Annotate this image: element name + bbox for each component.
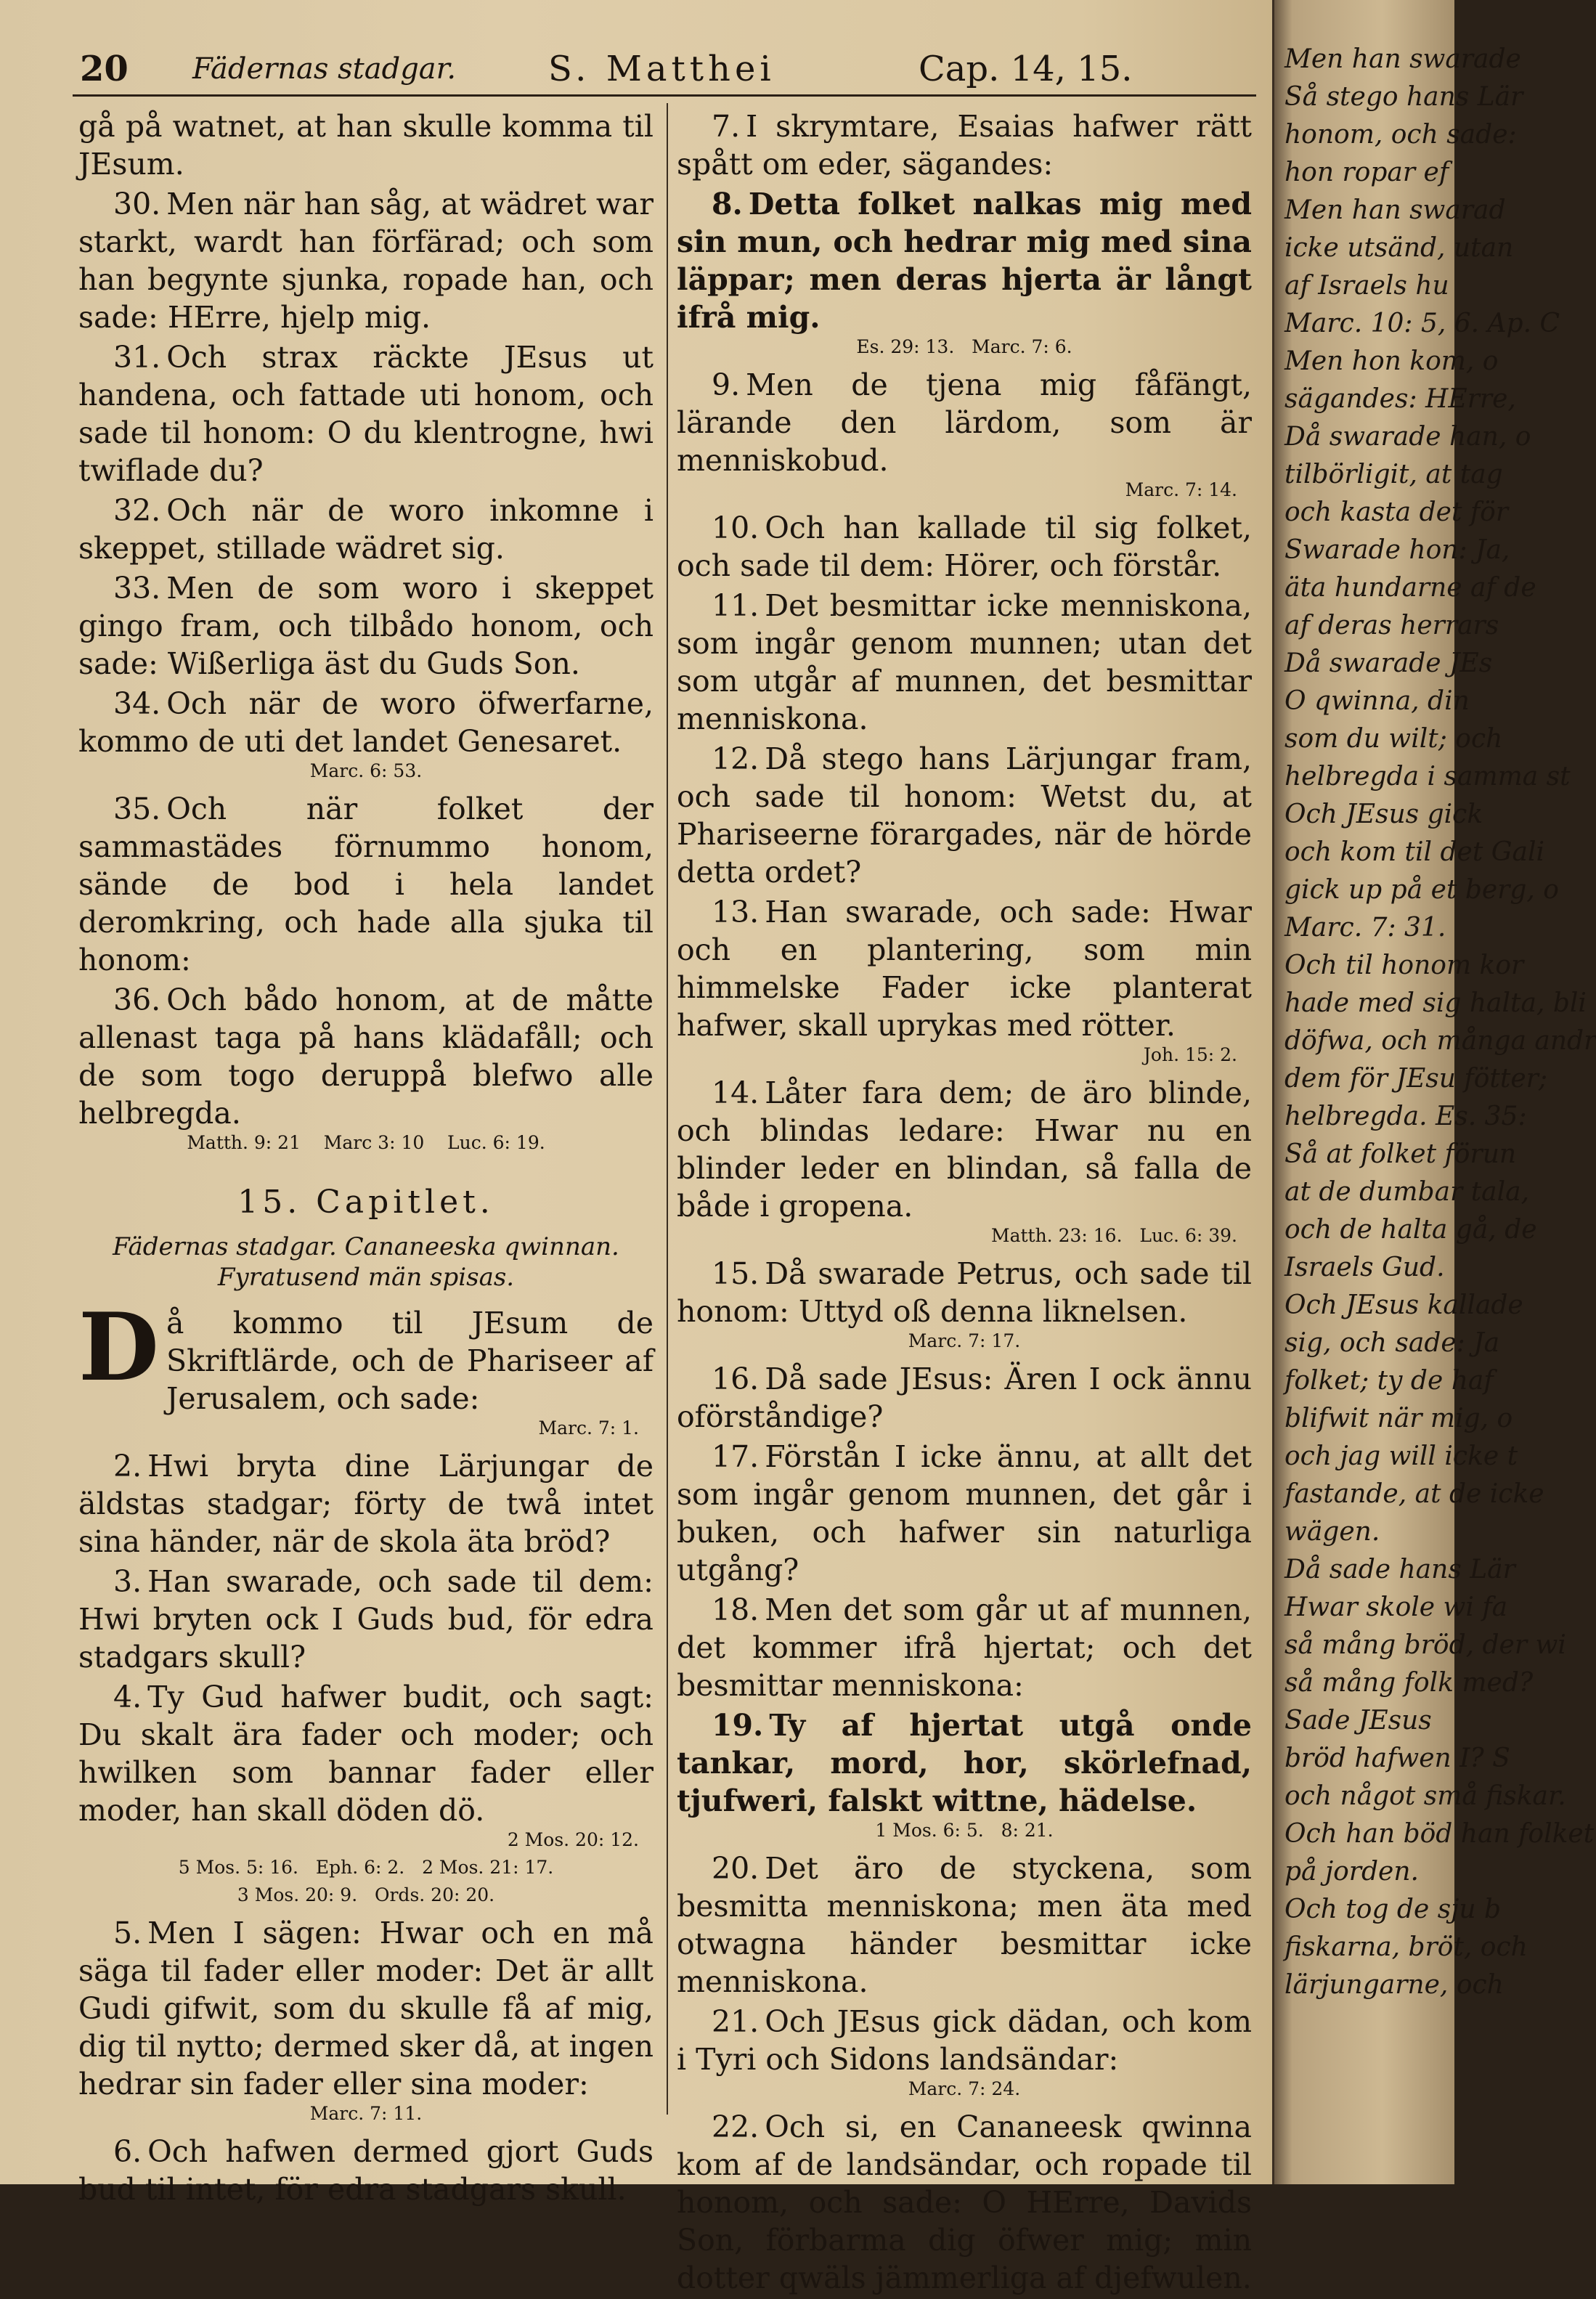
verse-number: 19. bbox=[712, 1708, 764, 1743]
cross-reference: Marc. 7: 14. bbox=[1125, 479, 1237, 500]
page-header bbox=[73, 44, 1256, 94]
adjacent-line: dem för JEsu fötter; bbox=[1284, 1064, 1547, 1094]
verse-number: 14. bbox=[712, 1075, 760, 1110]
adjacent-line: icke utsänd, utan bbox=[1284, 233, 1514, 263]
verse-text: Förstån I icke ännu, at allt det som ingår genom munnen, det går i buken, och hafwer sin naturliga utgång? bbox=[677, 1439, 1252, 1587]
verse-number: 8. bbox=[712, 187, 743, 221]
left-column bbox=[78, 107, 654, 2210]
adjacent-line: och kasta det för bbox=[1284, 497, 1509, 527]
verse-number: 15. bbox=[712, 1256, 760, 1291]
verse bbox=[677, 2003, 1252, 2078]
verse-number: 17. bbox=[712, 1439, 760, 1474]
adjacent-line: så mång folk med? bbox=[1284, 1668, 1534, 1698]
running-title: Fädernas stadgar. bbox=[192, 52, 457, 86]
cross-reference: 1 Mos. 6: 5. 8: 21. bbox=[875, 1820, 1054, 1841]
verse-text: Då stego hans Lärjungar fram, och sade til honom: Wetst du, at Phariseerne förargades, när de hörde detta ordet? bbox=[677, 741, 1252, 890]
adjacent-line: Då swarade JEs bbox=[1284, 648, 1493, 678]
verse bbox=[78, 685, 654, 760]
adjacent-line: helbregda. Es. 35: bbox=[1284, 1102, 1527, 1131]
verse-number: 20. bbox=[712, 1851, 760, 1886]
adjacent-line: O qwinna, din bbox=[1284, 686, 1470, 716]
verse-number: 12. bbox=[712, 741, 760, 776]
verse-number: 5. bbox=[113, 1916, 142, 1950]
drop-cap: D bbox=[78, 1293, 159, 1402]
adjacent-line: af Israels hu bbox=[1284, 271, 1449, 301]
adjacent-line: Så at folket förun bbox=[1284, 1139, 1517, 1169]
verse-text: Ty Gud hafwer budit, och sagt: Du skalt ära fader och moder; och hwilken som bannar fader eller moder, han skall döden dö. bbox=[78, 1680, 654, 1828]
verse bbox=[78, 492, 654, 567]
verse-text: Låter fara dem; de äro blinde, och blindas ledare: Hwar nu en blinder leder en blindan, så falla de både i gropena. bbox=[677, 1075, 1252, 1224]
right-column bbox=[677, 107, 1252, 2299]
adjacent-line: Så stego hans Lär bbox=[1284, 82, 1523, 112]
verse-text: I skrymtare, Esaias hafwer rätt spått om eder, sägandes: bbox=[677, 109, 1252, 182]
verse-text: Och si, en Cananeesk qwinna kom af de landsändar, och ropade til honom, och sade: O HErre, Davids Son, förbarma dig öfwer mig; min dotter qwäls jämmerliga af djefwulen. bbox=[677, 2109, 1252, 2295]
verse-text: Men de som woro i skeppet gingo fram, och tilbådo honom, och sade: Wißerliga äst du Guds Son. bbox=[78, 571, 654, 681]
verse bbox=[677, 107, 1252, 183]
adjacent-page-edge bbox=[1272, 0, 1596, 2184]
verse-number: 18. bbox=[712, 1592, 760, 1627]
verse bbox=[677, 509, 1252, 585]
verse-number: 10. bbox=[712, 510, 760, 545]
verse-text: Detta folket nalkas mig med sin mun, och hedrar mig med sina läppar; men deras hjerta är långt ifrå mig. bbox=[677, 187, 1252, 335]
verse-text: Och JEsus gick dädan, och kom i Tyri och Sidons landsändar: bbox=[677, 2004, 1252, 2077]
adjacent-line: döfwa, och många andr bbox=[1284, 1026, 1596, 1056]
adjacent-line: hon ropar ef bbox=[1284, 158, 1449, 187]
adjacent-line: Men han swarade bbox=[1284, 44, 1521, 74]
verse-text: Och strax räckte JEsus ut handena, och fattade uti honom, och sade til honom: O du klentrogne, hwi twiflade du? bbox=[78, 340, 654, 488]
verse bbox=[677, 1706, 1252, 1820]
verse-number: 22. bbox=[712, 2109, 760, 2144]
verse-text: Och han kallade til sig folket, och sade til dem: Hörer, och förstår. bbox=[677, 510, 1252, 583]
header-rule bbox=[73, 94, 1256, 97]
verse bbox=[677, 2108, 1252, 2297]
verse bbox=[677, 366, 1252, 479]
adjacent-line: Sade JEsus bbox=[1284, 1706, 1432, 1736]
verse bbox=[78, 185, 654, 336]
chapter-summary bbox=[78, 1232, 654, 1293]
adjacent-line: Swarade hon: Ja, bbox=[1284, 535, 1510, 565]
cross-reference: Matth. 9: 21 Marc 3: 10 Luc. 6: 19. bbox=[187, 1132, 545, 1153]
verse bbox=[677, 1255, 1252, 1330]
first-verse bbox=[78, 1293, 654, 1417]
chapter-reference: Cap. 14, 15. bbox=[919, 49, 1133, 89]
verse-number: 4. bbox=[113, 1680, 142, 1714]
verse-text: Och när folket der sammastädes förnummo honom, sände de bod i hela landet deromkring, och hade alla sjuka til honom: bbox=[78, 792, 654, 977]
verse-text: Och hafwen dermed gjort Guds bud til intet, för edra stadgars skull. bbox=[78, 2134, 654, 2207]
verse bbox=[78, 338, 654, 489]
verse-number: 7. bbox=[712, 109, 741, 144]
verse-text: Och bådo honom, at de måtte allenast taga på hans klädafåll; och de som togo deruppå blefwo alle helbregda. bbox=[78, 982, 654, 1131]
cross-reference: Marc. 7: 17. bbox=[908, 1330, 1021, 1351]
book-title: S. Matthei bbox=[548, 49, 775, 89]
verse bbox=[78, 2133, 654, 2208]
adjacent-line: sägandes: HErre, bbox=[1284, 384, 1516, 414]
adjacent-line: och kom til det Gali bbox=[1284, 837, 1544, 867]
verse bbox=[677, 1360, 1252, 1436]
verse bbox=[78, 1678, 654, 1829]
verse-number: 35. bbox=[113, 792, 161, 826]
adjacent-line: som du wilt; och bbox=[1284, 724, 1503, 754]
adjacent-line: så mång bröd, der wi bbox=[1284, 1630, 1566, 1660]
adjacent-line: at de dumbar tala, bbox=[1284, 1177, 1530, 1207]
adjacent-line: folket; ty de haf bbox=[1284, 1366, 1494, 1396]
verse-text: Han swarade, och sade: Hwar och en plantering, som min himmelske Fader icke planterat hafwer, skall uprykas med rötter. bbox=[677, 895, 1252, 1043]
adjacent-line: Och tog de sju b bbox=[1284, 1895, 1502, 1924]
verse-text: Hwi bryta dine Lärjungar de äldstas stadgar; förty de twå intet sina händer, när de skola äta bröd? bbox=[78, 1449, 654, 1559]
verse-text: Han swarade, och sade til dem: Hwi bryten ock I Guds bud, för edra stadgars skull? bbox=[78, 1564, 654, 1675]
adjacent-line: och något små fiskar. bbox=[1284, 1781, 1566, 1811]
adjacent-line: hade med sig halta, bli bbox=[1284, 988, 1587, 1018]
summary-line: Fyratusend män spisas. bbox=[217, 1263, 515, 1292]
verse bbox=[78, 1563, 654, 1676]
adjacent-line: Men hon kom, o bbox=[1284, 346, 1499, 376]
verse bbox=[677, 893, 1252, 1044]
verse-number: 13. bbox=[712, 895, 760, 929]
adjacent-line: Och JEsus kallade bbox=[1284, 1290, 1523, 1320]
cross-reference: Marc. 7: 1. bbox=[538, 1417, 639, 1439]
verse-text: Det äro de styckena, som besmitta menniskona; men äta med otwagna händer besmittar icke menniskona. bbox=[677, 1851, 1252, 1999]
verse bbox=[677, 740, 1252, 891]
cross-reference: 3 Mos. 20: 9. Ords. 20: 20. bbox=[237, 1884, 495, 1905]
verse-number: 33. bbox=[113, 571, 161, 606]
adjacent-line: tilbörligit, at tag bbox=[1284, 460, 1503, 489]
adjacent-line: fastande, at de icke bbox=[1284, 1479, 1544, 1509]
cross-reference: Marc. 6: 53. bbox=[309, 760, 423, 781]
adjacent-line: och de halta gå, de bbox=[1284, 1215, 1537, 1245]
adjacent-line: Då swarade han, o bbox=[1284, 422, 1531, 452]
adjacent-line: Marc. 7: 31. bbox=[1284, 913, 1446, 943]
adjacent-line: wägen. bbox=[1284, 1517, 1380, 1547]
verse bbox=[78, 1914, 654, 2103]
adjacent-line: helbregda i samma st bbox=[1284, 762, 1571, 792]
chapter-heading: 15. Capitlet. bbox=[237, 1184, 494, 1221]
verse bbox=[78, 790, 654, 979]
adjacent-line: af deras herrars bbox=[1284, 611, 1499, 640]
adjacent-line: Israels Gud. bbox=[1284, 1253, 1445, 1282]
verse bbox=[78, 569, 654, 683]
verse-number: 31. bbox=[113, 340, 161, 375]
verse-continuation: gå på watnet, at han skulle komma til JEsum. bbox=[78, 109, 654, 182]
verse-number: 2. bbox=[113, 1449, 142, 1484]
cross-reference: Es. 29: 13. Marc. 7: 6. bbox=[856, 336, 1072, 357]
adjacent-line: Och til honom kor bbox=[1284, 951, 1524, 980]
verse-number: 34. bbox=[113, 686, 161, 721]
cross-reference: Joh. 15: 2. bbox=[1143, 1044, 1237, 1065]
cross-reference: Matth. 23: 16. Luc. 6: 39. bbox=[990, 1225, 1237, 1246]
adjacent-line: blifwit när mig, o bbox=[1284, 1404, 1513, 1433]
verse bbox=[677, 1438, 1252, 1589]
verse-text: Men I sägen: Hwar och en må säga til fader eller moder: Det är allt Gudi gifwit, som du skulle få af mig, dig til nytto; dermed sker då, at ingen hedrar sin fader eller sina moder: bbox=[78, 1916, 654, 2101]
adjacent-line: Hwar skole wi fa bbox=[1284, 1592, 1508, 1622]
adjacent-line: och jag will icke t bbox=[1284, 1441, 1518, 1471]
adjacent-line: gick up på et berg, o bbox=[1284, 875, 1559, 905]
adjacent-line: sig, och sade: Ja bbox=[1284, 1328, 1500, 1358]
verse-text: Då sade JEsus: Ären I ock ännu oförståndige? bbox=[677, 1362, 1252, 1434]
adjacent-line: fiskarna, bröt, och bbox=[1284, 1932, 1528, 1962]
verse-number: 16. bbox=[712, 1362, 760, 1396]
verse-number: 11. bbox=[712, 588, 760, 623]
verse-number: 30. bbox=[113, 187, 161, 221]
adjacent-line: bröd hafwen I? S bbox=[1284, 1743, 1510, 1773]
adjacent-line: Marc. 10: 5, 6. Ap. C bbox=[1284, 309, 1560, 338]
column-divider bbox=[667, 103, 668, 2115]
adjacent-line: på jorden. bbox=[1284, 1857, 1419, 1887]
verse bbox=[677, 587, 1252, 738]
page-number: 20 bbox=[80, 49, 129, 89]
verse bbox=[677, 1850, 1252, 2001]
verse-number: 36. bbox=[113, 982, 161, 1017]
verse-text: Men när han såg, at wädret war starkt, wardt han förfärad; och som han begynte sjunka, ropade han, och sade: HErre, hjelp mig. bbox=[78, 187, 654, 335]
adjacent-line: Men han swarad bbox=[1284, 195, 1506, 225]
cross-reference: 2 Mos. 20: 12. bbox=[507, 1829, 639, 1850]
verse-text: Ty af hjertat utgå onde tankar, mord, hor, skörlefnad, tjufweri, falskt wittne, hädelse. bbox=[677, 1708, 1252, 1818]
verse-number: 3. bbox=[113, 1564, 142, 1599]
adjacent-line: äta hundarne af de bbox=[1284, 573, 1536, 603]
verse-number: 32. bbox=[113, 493, 161, 528]
verse bbox=[677, 1074, 1252, 1225]
verse-text: Men det som går ut af munnen, det kommer ifrå hjertat; och det besmittar menniskona: bbox=[677, 1592, 1252, 1703]
verse-number: 21. bbox=[712, 2004, 760, 2039]
verse bbox=[677, 1591, 1252, 1704]
adjacent-line: Och JEsus gick bbox=[1284, 799, 1483, 829]
verse-text: Det besmittar icke menniskona, som ingår genom munnen; utan det som utgår af munnen, det besmittar menniskona. bbox=[677, 588, 1252, 736]
verse-text: Och när de woro inkomne i skeppet, stillade wädret sig. bbox=[78, 493, 654, 566]
adjacent-line: honom, och sade: bbox=[1284, 120, 1517, 150]
verse bbox=[78, 981, 654, 1132]
adjacent-line: Och han böd han folket bbox=[1284, 1819, 1595, 1849]
summary-line: Fädernas stadgar. Cananeeska qwinnan. bbox=[113, 1232, 619, 1261]
cross-reference: 5 Mos. 5: 16. Eph. 6: 2. 2 Mos. 21: 17. bbox=[178, 1857, 554, 1878]
cross-reference: Marc. 7: 24. bbox=[908, 2078, 1021, 2099]
adjacent-line: lärjungarne, och bbox=[1284, 1970, 1504, 2000]
verse bbox=[677, 185, 1252, 336]
verse-number: 6. bbox=[113, 2134, 142, 2169]
verse bbox=[78, 1447, 654, 1561]
verse-text: Och när de woro öfwerfarne, kommo de uti det landet Genesaret. bbox=[78, 686, 654, 759]
verse-text: å kommo til JEsum de Skriftlärde, och de Phariseer af Jerusalem, och sade: bbox=[166, 1306, 654, 1416]
verse-number: 9. bbox=[712, 367, 741, 402]
adjacent-line: Då sade hans Lär bbox=[1284, 1555, 1515, 1584]
verse-group bbox=[78, 185, 654, 760]
cross-reference: Marc. 7: 11. bbox=[309, 2103, 423, 2124]
verse-text: Men de tjena mig fåfängt, lärande den lärdom, som är menniskobud. bbox=[677, 367, 1252, 478]
verse-text: Då swarade Petrus, och sade til honom: Uttyd oß denna liknelsen. bbox=[677, 1256, 1252, 1329]
